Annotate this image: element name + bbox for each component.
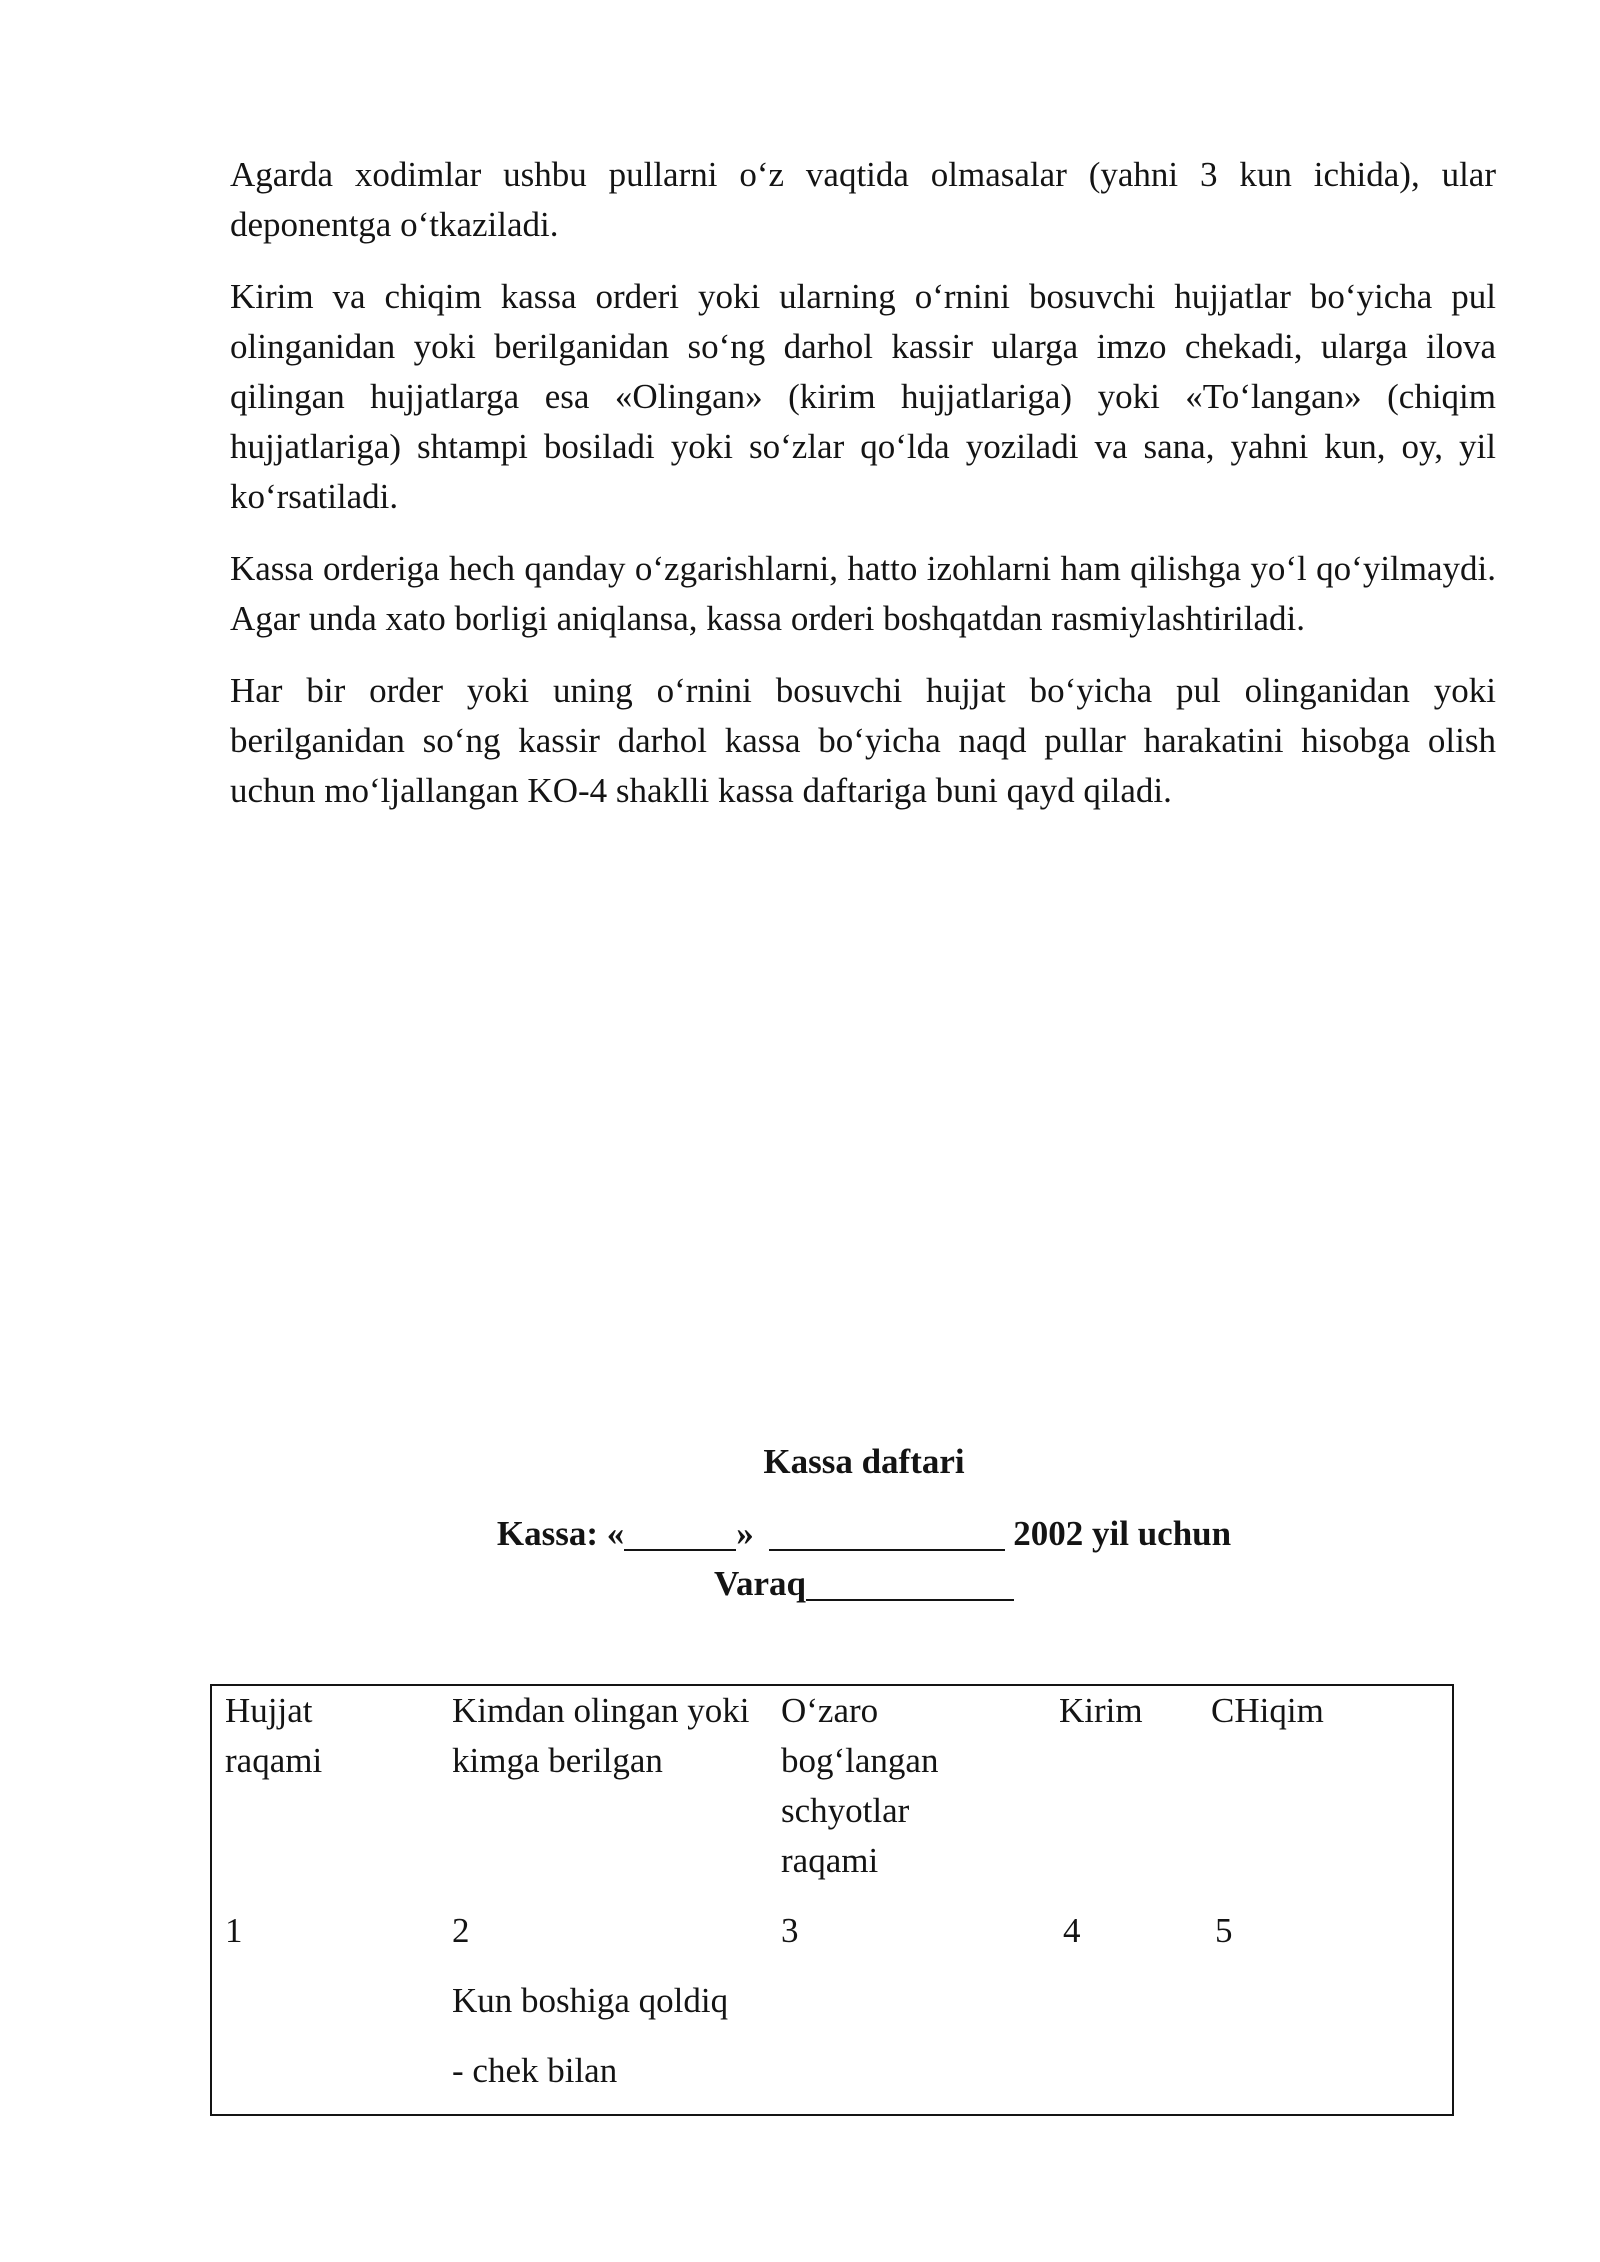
varaq-line — [0, 1559, 1600, 1609]
header-ozaro-schyotlar: Oʻzaro bogʻlangan schyotlar raqami — [781, 1691, 939, 1880]
column-number-4: 4 — [1063, 1911, 1081, 1950]
body-text — [230, 150, 1496, 838]
row-chek-bilan: - chek bilan — [452, 2051, 618, 2090]
varaq-blank[interactable] — [806, 1565, 1014, 1601]
form-title: Kassa daftari — [763, 1442, 965, 1481]
kassa-line — [0, 1509, 1600, 1559]
kassa-label: Kassa: « — [496, 1514, 625, 1553]
header-kirim: Kirim — [1059, 1691, 1143, 1730]
column-number-2: 2 — [452, 1911, 470, 1950]
column-number-5: 5 — [1215, 1911, 1233, 1950]
paragraph-1: Agarda xodimlar ushbu pullarni oʻz vaqtida olmasalar (yahni 3 kun ichida), ular deponentga oʻtkaziladi. — [230, 155, 1496, 244]
varaq-label: Varaq — [713, 1564, 807, 1603]
column-number-3: 3 — [781, 1911, 799, 1950]
header-kimdan-olingan: Kimdan olingan yoki kimga berilgan — [452, 1691, 750, 1780]
kassa-close-quote: » — [736, 1514, 754, 1553]
period-blank[interactable] — [769, 1515, 1005, 1551]
year-text: 2002 yil uchun — [1013, 1514, 1232, 1553]
row-kun-boshiga-qoldiq: Kun boshiga qoldiq — [452, 1981, 729, 2020]
column-number-1: 1 — [225, 1911, 243, 1950]
header-chiqim: CHiqim — [1211, 1691, 1324, 1730]
cash-book-table — [210, 1684, 1454, 2116]
header-hujjat-raqami: Hujjat raqami — [225, 1691, 323, 1780]
paragraph-4: Har bir order yoki uning oʻrnini bosuvchi hujjat boʻyicha pul olinganidan yoki berilganidan soʻng kassir darhol kassa boʻyicha naqd pullar harakatini hisobga olish uchun moʻljallangan KO-4 shaklli kassa daftariga buni qayd qiladi. — [230, 671, 1496, 810]
paragraph-3: Kassa orderiga hech qanday oʻzgarishlarni, hatto izohlarni ham qilishga yoʻl qoʻyilmaydi. Agar unda xato borligi aniqlansa, kassa orderi boshqatdan rasmiylashtiriladi. — [230, 549, 1496, 638]
kassa-number-blank[interactable] — [624, 1515, 736, 1551]
paragraph-2: Kirim va chiqim kassa orderi yoki ularning oʻrnini bosuvchi hujjatlar boʻyicha pul olinganidan yoki berilganidan soʻng darhol kassir ularga imzo chekadi, ularga ilova qilingan hujjatlarga esa «Olingan» (kirim hujjatlariga) yoki «Toʻlangan» (chiqim hujjatlariga) shtampi bosiladi yoki soʻzlar qoʻlda yoziladi va sana, yahni kun, oy, yil koʻrsatiladi. — [230, 277, 1496, 516]
